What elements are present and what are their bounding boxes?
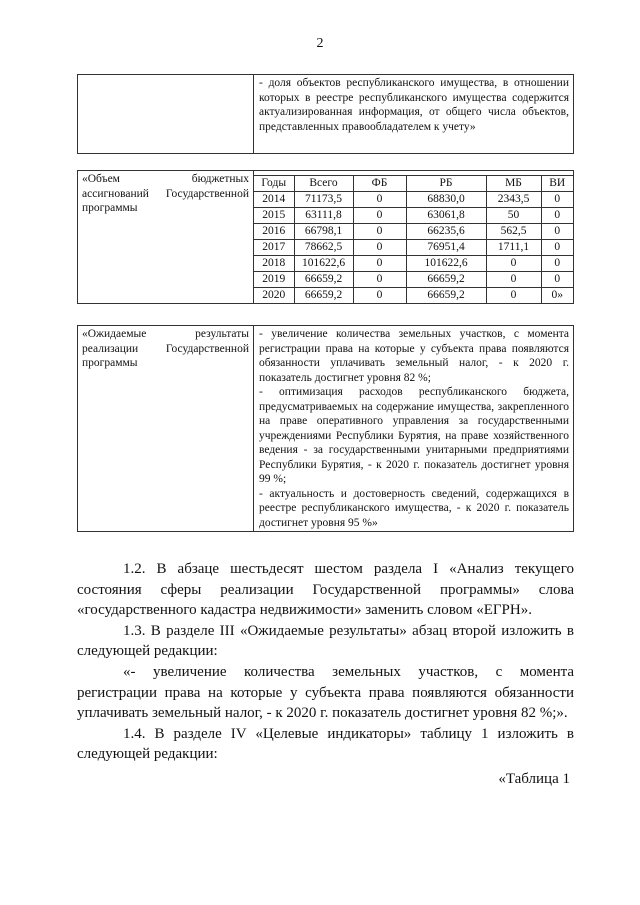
budget-cell-fb: 0 (353, 240, 406, 256)
budget-cell-total: 71173,5 (294, 192, 353, 208)
budget-cell-vi: 0 (541, 272, 573, 288)
amendment-text (77, 559, 574, 765)
budget-cell-vi: 0» (541, 288, 573, 304)
budget-cell-rb: 66659,2 (406, 288, 486, 304)
budget-cell-total: 78662,5 (294, 240, 353, 256)
table-caption: «Таблица 1 (498, 771, 570, 787)
budget-cell-fb: 0 (353, 272, 406, 288)
budget-cell-fb: 0 (353, 224, 406, 240)
budget-row (254, 288, 573, 304)
share-indicator-text: - доля объектов республиканского имущества, в отношении которых в реестре республиканского имущества содержится актуализированная информация, от общего числа объектов, представленных правообладателем к учету» (254, 75, 574, 154)
page-number: 2 (316, 36, 324, 51)
paragraph-1-4: 1.4. В разделе IV «Целевые индикаторы» таблицу 1 изложить в следующей редакции: (77, 725, 574, 763)
budget-label: «Объем бюджетных ассигнований Государственной программы (78, 171, 254, 304)
budget-figures-table (254, 175, 573, 303)
budget-cell-fb: 0 (353, 208, 406, 224)
budget-cell-rb: 76951,4 (406, 240, 486, 256)
header-total: Всего (294, 176, 353, 192)
result-item: - увеличение количества земельных участков, с момента регистрации права на которые у субъекта права появляются обязанности уплачивать земельный налог, - к 2020 г. показатель достигнет уровня 82 %; (259, 328, 569, 384)
budget-row (254, 272, 573, 288)
budget-cell-year: 2018 (254, 256, 294, 272)
budget-row (254, 192, 573, 208)
budget-cell-vi: 0 (541, 240, 573, 256)
budget-cell-total: 101622,6 (294, 256, 353, 272)
header-mb: МБ (486, 176, 541, 192)
result-item: - оптимизация расходов республиканского бюджета, предусматриваемых на содержание имущества, закрепленного на праве оперативного управления за государственными учреждениями Республики Бурятия, на праве хозяйственного ведения - за государственными унитарными предприятиями Республики Бурятия, - к 2020 г. показатель достигнет уровня 99 %; (259, 386, 569, 485)
budget-cell-total: 66659,2 (294, 288, 353, 304)
results-label: «Ожидаемые результаты реализации Государственной программы (78, 326, 254, 532)
budget-allocation-table (77, 170, 574, 304)
budget-cell-year: 2014 (254, 192, 294, 208)
budget-cell-fb: 0 (353, 192, 406, 208)
header-vi: ВИ (541, 176, 573, 192)
header-rb: РБ (406, 176, 486, 192)
budget-cell-rb: 63061,8 (406, 208, 486, 224)
budget-cell-rb: 66659,2 (406, 272, 486, 288)
budget-cell-total: 66659,2 (294, 272, 353, 288)
header-years: Годы (254, 176, 294, 192)
budget-cell-vi: 0 (541, 256, 573, 272)
budget-cell-mb: 0 (486, 256, 541, 272)
budget-cell-total: 63111,8 (294, 208, 353, 224)
paragraph-quoted-item: «- увеличение количества земельных участков, с момента регистрации права на которые у субъекта права появляются обязанности уплачивать земельный налог, - к 2020 г. показатель достигнет уровня 82 %;». (77, 663, 574, 722)
budget-cell-vi: 0 (541, 192, 573, 208)
budget-cell-year: 2019 (254, 272, 294, 288)
budget-header-row (254, 176, 573, 192)
budget-cell-fb: 0 (353, 256, 406, 272)
share-left-cell (78, 75, 254, 154)
header-fb: ФБ (353, 176, 406, 192)
budget-cell-mb: 0 (486, 288, 541, 304)
share-indicator-table (77, 74, 574, 154)
result-item: - актуальность и достоверность сведений, содержащихся в реестре республиканского имущества, - к 2020 г. показатель достигнет уровня 95 %» (259, 487, 569, 529)
budget-row (254, 208, 573, 224)
budget-cell-rb: 66235,6 (406, 224, 486, 240)
budget-cell-mb: 1711,1 (486, 240, 541, 256)
paragraph-1-2: 1.2. В абзаце шестьдесят шестом раздела I «Анализ текущего состояния сферы реализации Государственной программы» слова «государственного кадастра недвижимости» заменить словом «ЕГРН». (77, 561, 574, 619)
budget-cell-rb: 68830,0 (406, 192, 486, 208)
budget-cell-rb: 101622,6 (406, 256, 486, 272)
budget-cell-mb: 562,5 (486, 224, 541, 240)
budget-row (254, 240, 573, 256)
budget-cell-mb: 2343,5 (486, 192, 541, 208)
budget-row (254, 256, 573, 272)
budget-cell-year: 2016 (254, 224, 294, 240)
budget-cell-year: 2015 (254, 208, 294, 224)
budget-cell-vi: 0 (541, 208, 573, 224)
budget-cell-vi: 0 (541, 224, 573, 240)
budget-row (254, 224, 573, 240)
budget-cell-mb: 0 (486, 272, 541, 288)
budget-cell-year: 2020 (254, 288, 294, 304)
expected-results-table (77, 325, 574, 532)
budget-cell-total: 66798,1 (294, 224, 353, 240)
budget-cell-fb: 0 (353, 288, 406, 304)
budget-cell-mb: 50 (486, 208, 541, 224)
paragraph-1-3: 1.3. В разделе III «Ожидаемые результаты» абзац второй изложить в следующей редакции: (77, 622, 574, 660)
budget-cell-year: 2017 (254, 240, 294, 256)
